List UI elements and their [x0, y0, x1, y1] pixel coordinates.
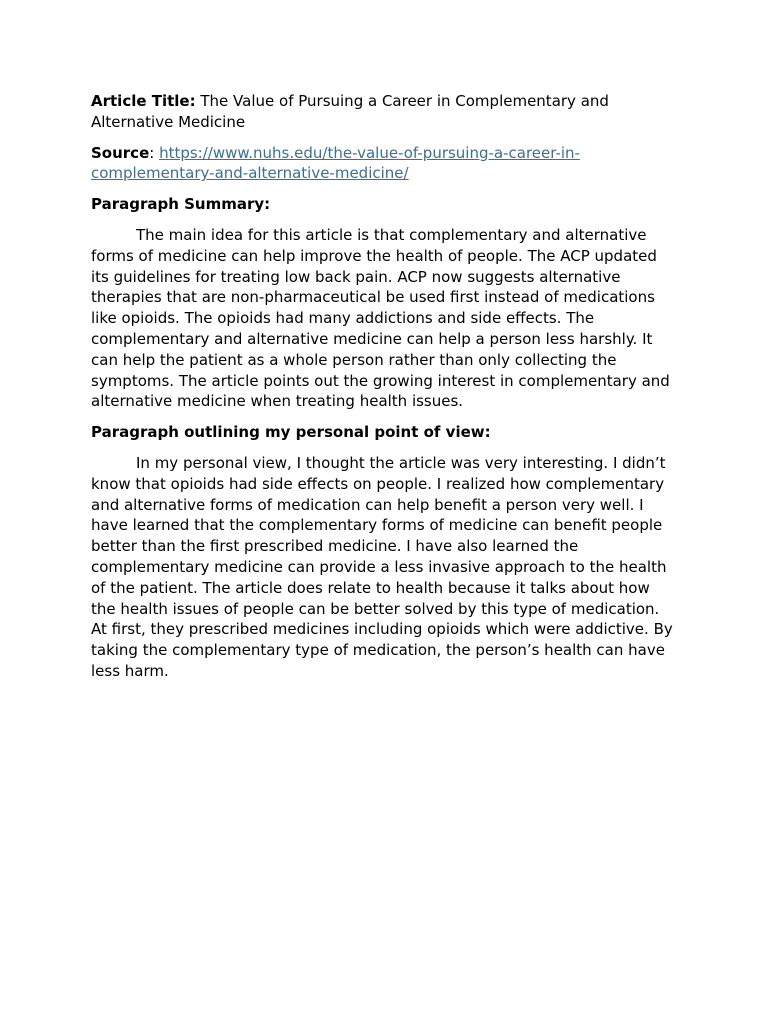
article-title-text: The Value of Pursuing a Career in Complementary and Alternative Medicine — [91, 92, 609, 131]
opinion-paragraph: In my personal view, I thought the article was very interesting. I didn’t know that opioids had side effects on people. I realized how complementary and alternative forms of medication can help benefit a person very well. I have learned that the complementary forms of medicine can benefit people better than the first prescribed medicine. I have also learned the complementary medicine can provide a less invasive approach to the health of the patient. The article does relate to health because it talks about how the health issues of people can be better solved by this type of medication. At first, they prescribed medicines including opioids which were addictive. By taking the complementary type of medication, the person’s health can have less harm. — [91, 453, 673, 680]
opinion-heading: Paragraph outlining my personal point of view: — [91, 423, 491, 442]
article-title-line — [91, 91, 678, 133]
summary-paragraph: The main idea for this article is that complementary and alternative forms of medicine can help improve the health of people. The ACP updated its guidelines for treating low back pain. ACP now suggests alternative therapies that are non-pharmaceutical be used first instead of medications like opioids. The opioids had many addictions and side effects. The complementary and alternative medicine can help a person less harshly. It can help the patient as a whole person rather than only collecting the symptoms. The article points out the growing interest in complementary and alternative medicine when treating health issues. — [91, 225, 670, 411]
summary-heading: Paragraph Summary: — [91, 195, 271, 214]
source-link[interactable]: https://www.nuhs.edu/the-value-of-pursuing-a-career-in-complementary-and-alternative-medicine/ — [91, 143, 580, 183]
source-line — [91, 143, 678, 185]
article-title-label: Article Title: — [91, 92, 196, 110]
source-separator: : — [149, 143, 160, 162]
source-label: Source — [91, 143, 150, 162]
